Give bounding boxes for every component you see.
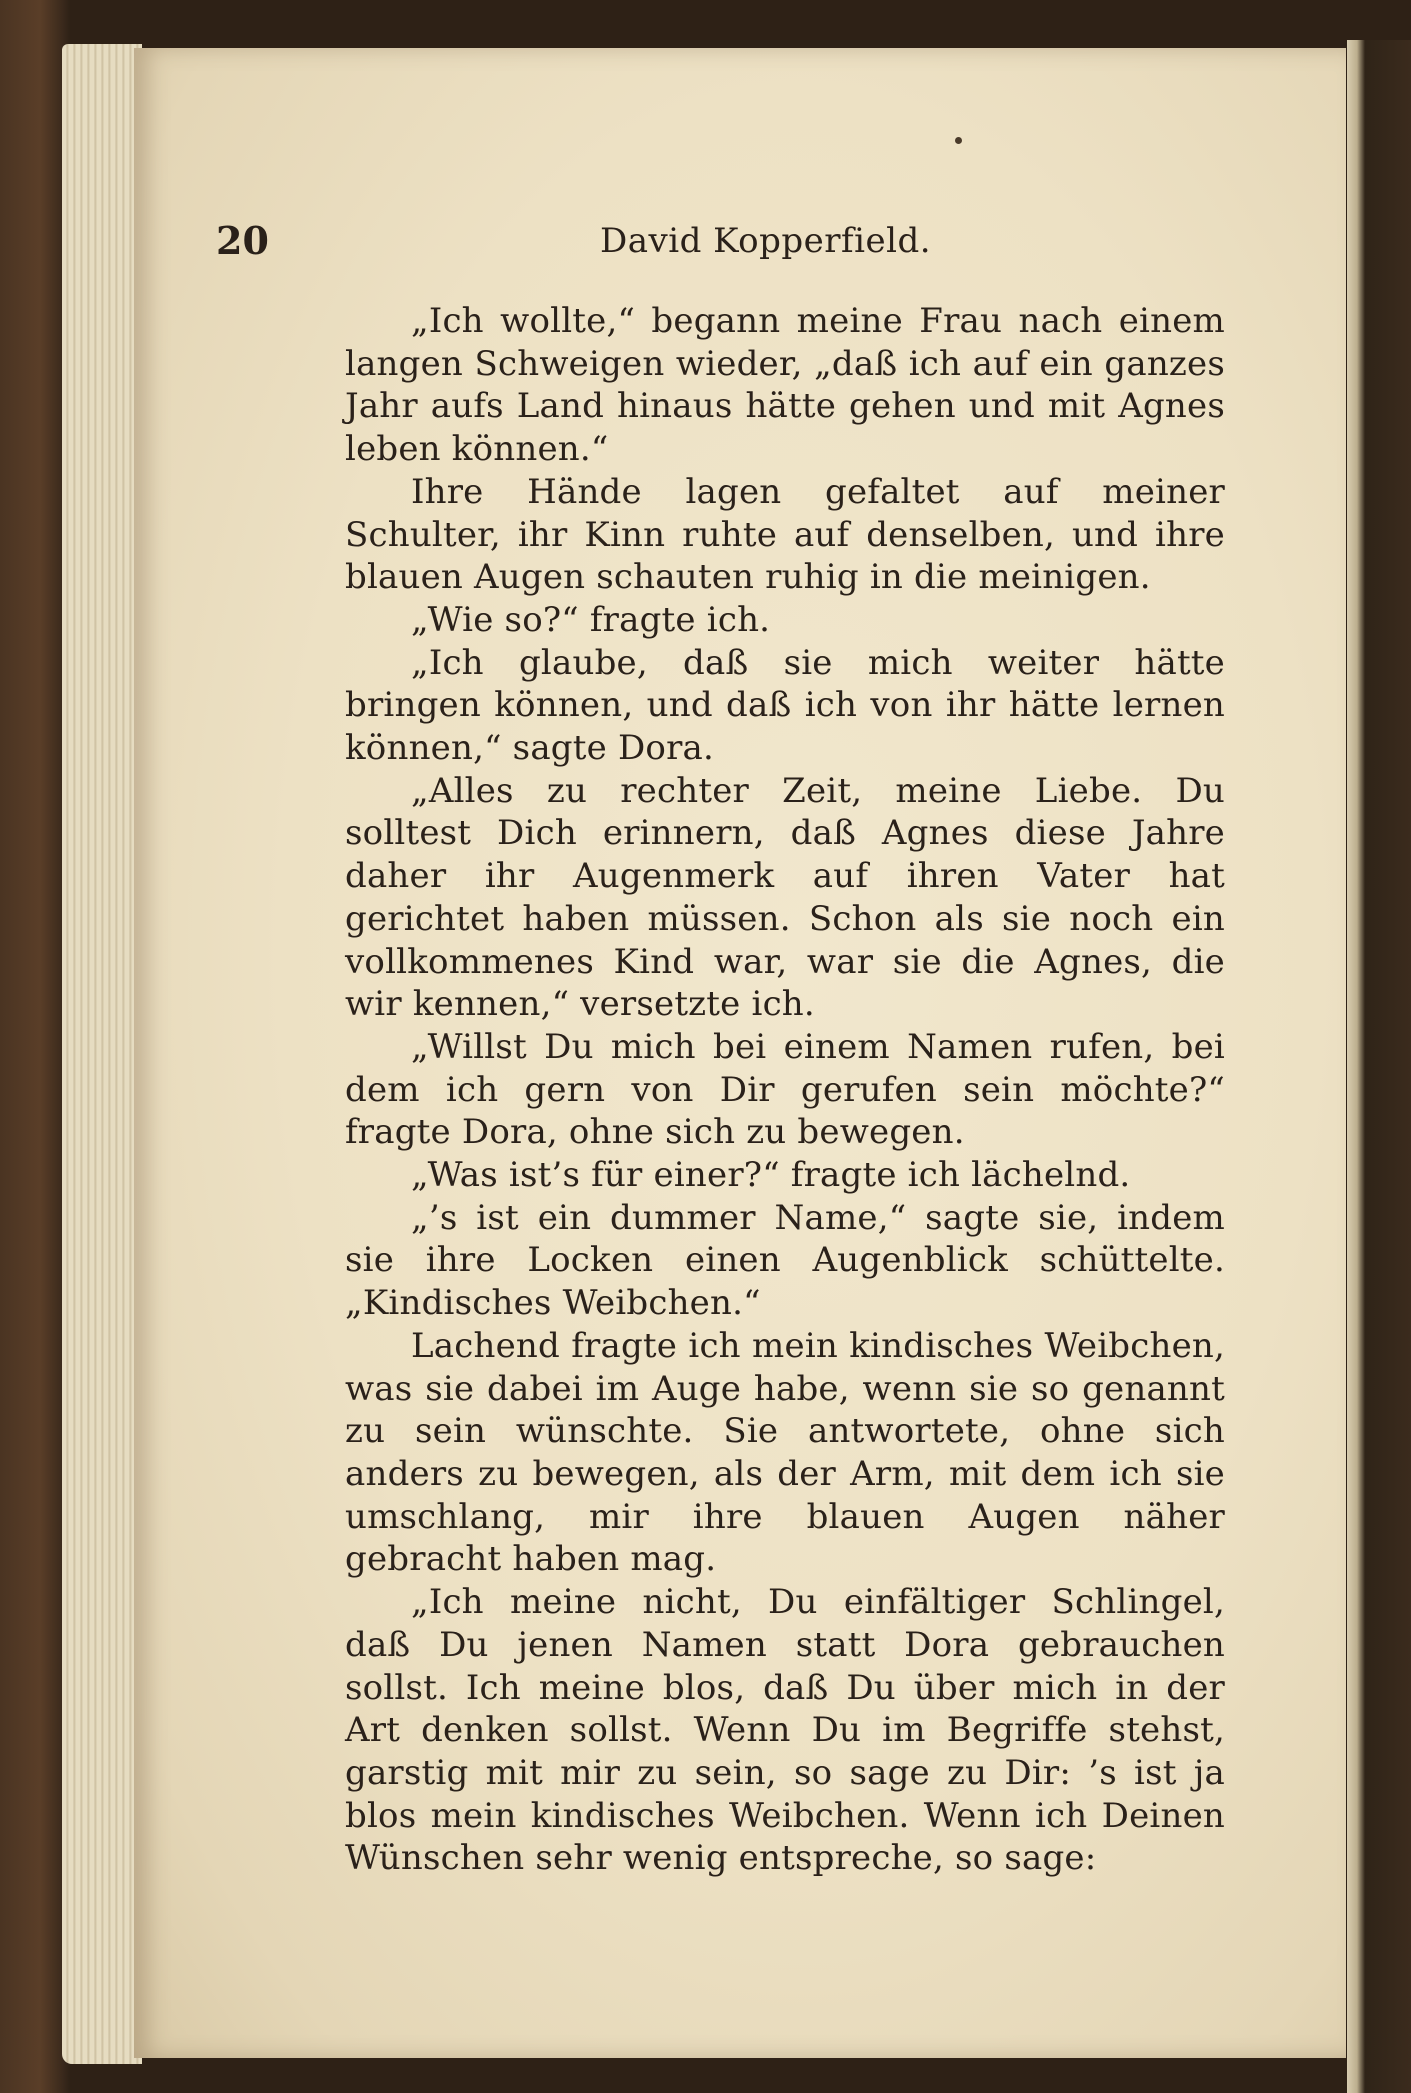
paragraph: „Alles zu rechter Zeit, meine Liebe. Du solltest Dich erinnern, daß Agnes diese Jahre daher ihr Augenmerk auf ihren Vater hat gerichtet haben müssen. Schon als sie noch ein vollkommenes Kind war, war sie die Agnes, die wir kennen,“ versetzte ich.	[345, 770, 1225, 1025]
paragraph: „Ich wollte,“ begann meine Frau nach einem langen Schweigen wieder, „daß ich auf ein ganzes Jahr aufs Land hinaus hätte gehen und mit Agnes leben können.“	[345, 301, 1225, 470]
paragraph: „Wie so?“ fragte ich.	[411, 599, 771, 640]
paragraph: „Ich meine nicht, Du einfältiger Schlingel, daß Du jenen Namen statt Dora gebrauchen sollst. Ich meine blos, daß Du über mich in der Art denken sollst. Wenn Du im Begriffe stehst, garstig mit mir zu sein, so sage zu Dir: ’s ist ja blos mein kindisches Weibchen. Wenn ich Deinen Wünschen sehr wenig entspreche, so sage:	[345, 1582, 1225, 1879]
paragraph: Ihre Hände lagen gefaltet auf meiner Schulter, ihr Kinn ruhte auf denselben, und ihre blauen Augen schauten ruhig in die meinigen.	[345, 471, 1225, 598]
paragraph: „’s ist ein dummer Name,“ sagte sie, indem sie ihre Locken einen Augenblick schüttelte. „Kindisches Weibchen.“	[345, 1197, 1225, 1324]
page-stack-edges	[62, 44, 142, 2064]
ink-speck	[955, 137, 962, 144]
paragraph: Lachend fragte ich mein kindisches Weibchen, was sie dabei im Auge habe, wenn sie so genannt zu sein wünschte. Sie antwortete, ohne sich anders zu bewegen, als der Arm, mit dem ich sie umschlang, mir ihre blauen Augen näher gebracht haben mag.	[345, 1325, 1225, 1580]
paragraph: „Ich glaube, daß sie mich weiter hätte bringen können, und daß ich von ihr hätte lernen können,“ sagte Dora.	[345, 642, 1225, 769]
body-text	[345, 300, 1225, 1879]
paragraph: „Was ist’s für einer?“ fragte ich lächelnd.	[411, 1155, 1131, 1196]
paragraph: „Willst Du mich bei einem Namen rufen, bei dem ich gern von Dir gerufen sein möchte?“ fragte Dora, ohne sich zu bewegen.	[345, 1026, 1225, 1153]
page-number: 20	[216, 218, 269, 263]
facing-page-edge	[1347, 40, 1411, 2093]
running-title: David Kopperfield.	[600, 221, 932, 261]
